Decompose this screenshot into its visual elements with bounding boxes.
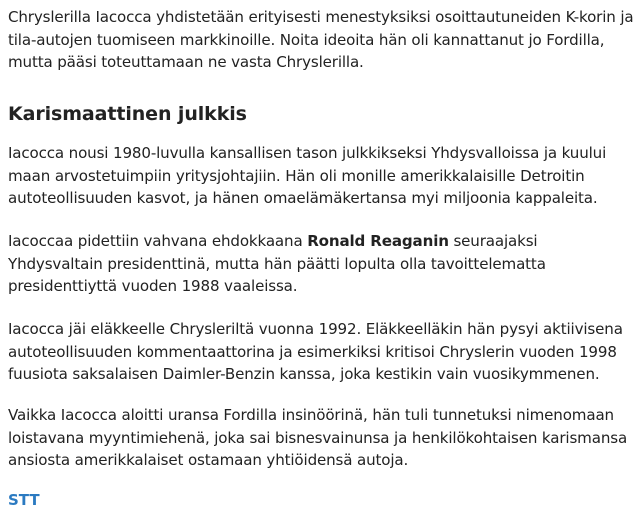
section-heading: Karismaattinen julkkis	[8, 103, 247, 125]
paragraph-fame: Iacocca nousi 1980-luvulla kansallisen tason julkkikseksi Yhdysvalloissa ja kuului maan arvostetuimpiin yritysjohtajiin. Hän oli monille amerikkalaisille Detroitin autoteollisuuden kasvot, ja hänen omaelämäkertansa myi miljoonia kappaleita.	[8, 144, 607, 207]
paragraph-presidency	[8, 230, 636, 298]
paragraph-career: Vaikka Iacocca aloitti uransa Fordilla insinöörinä, hän tuli tunnetuksi nimenomaan loistavana myyntimiehenä, joka sai bisnesvainunsa ja henkilökohtaisen karismansa ansiosta amerikkalaiset ostamaan yhtiöidensä autoja.	[8, 406, 628, 469]
source-link[interactable]: STT	[8, 491, 40, 509]
reagan-emphasis: Ronald Reaganin	[307, 232, 449, 250]
paragraph-presidency-start: Iacoccaa pidettiin vahvana ehdokkaana	[8, 232, 308, 250]
paragraph-retirement: Iacocca jäi eläkkeelle Chrysleriltä vuonna 1992. Eläkkeelläkin hän pysyi aktiivisena autoteollisuuden kommentaattorina ja esimerkiksi kritisoi Chryslerin vuoden 1998 fuusiota saksalaisen Daimler-Benzin kanssa, joka kestikin vain vuosikymmenen.	[8, 320, 623, 383]
paragraph-presidency-end: seuraajaksi Yhdysvaltain presidenttinä, mutta hän päätti lopulta olla tavoittelematta presidenttiyttä vuoden 1988 vaaleissa.	[8, 232, 546, 295]
intro-paragraph: Chryslerilla Iacocca yhdistetään erityisesti menestyksiksi osoittautuneiden K-korin ja tila-autojen tuomiseen markkinoille. Noita ideoita hän oli kannattanut jo Fordilla, mutta pääsi toteuttamaan ne vasta Chryslerilla.	[8, 8, 634, 71]
